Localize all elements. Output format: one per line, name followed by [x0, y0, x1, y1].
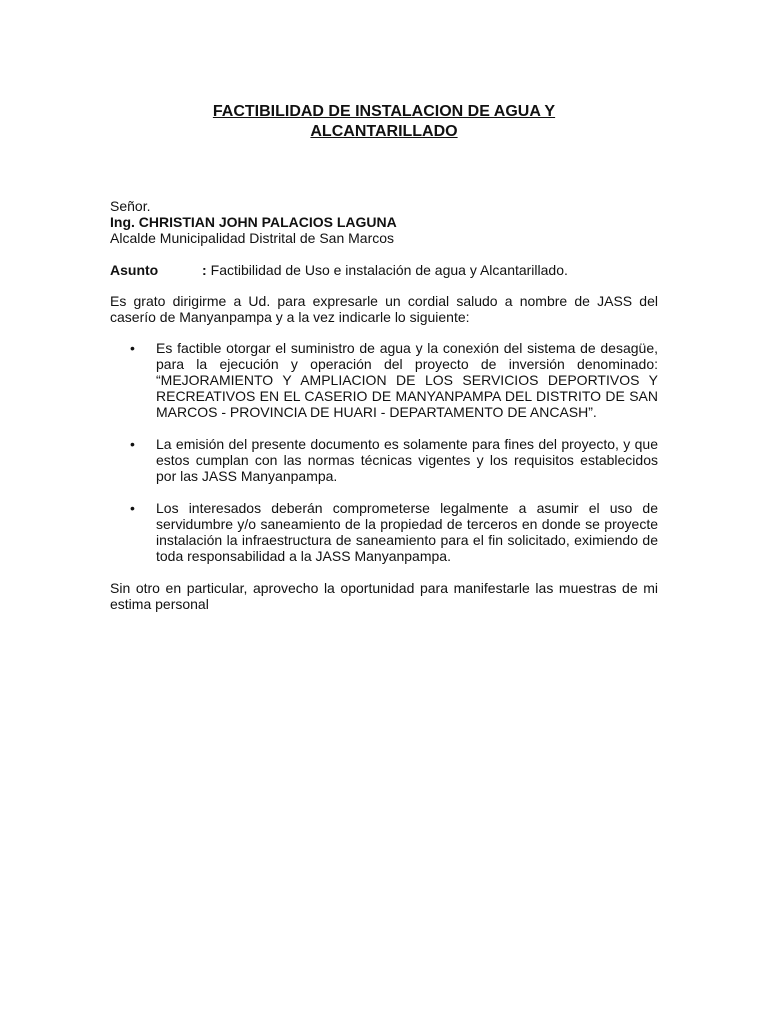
document-title: [110, 102, 658, 142]
subject-line: [110, 262, 658, 278]
subject-label: Asunto: [110, 262, 159, 278]
bullet-icon: •: [130, 436, 135, 452]
subject-colon: :: [202, 262, 207, 278]
list-item: [110, 340, 658, 420]
points-list: [110, 340, 658, 564]
list-item: [110, 436, 658, 484]
point-text: La emisión del presente documento es solamente para fines del proyecto, y que estos cumplan con las normas técnicas vigentes y los requisitos establecidos por las JASS Manyanpampa.: [156, 436, 658, 484]
bullet-icon: •: [130, 340, 135, 356]
document-title-line-1: FACTIBILIDAD DE INSTALACION DE AGUA Y: [212, 103, 556, 120]
point-text: Es factible otorgar el suministro de agua y la conexión del sistema de desagüe, para la ejecución y operación del proyecto de inversión denominado: “MEJORAMIENTO Y AMPLIACION DE LOS SERVICIOS DEPORTIVOS Y RECREATIVOS EN EL CASERIO DE MANYANPAMPA DEL DISTRITO DE SAN MARCOS - PROVINCIA DE HUARI - DEPARTAMENTO DE ANCASH”.: [156, 340, 658, 420]
closing-paragraph: Sin otro en particular, aprovecho la oportunidad para manifestarle las muestras de mi estima personal: [110, 580, 658, 612]
bullet-icon: •: [130, 500, 135, 516]
salutation: Señor.: [110, 198, 151, 214]
recipient-name: Ing. CHRISTIAN JOHN PALACIOS LAGUNA: [110, 214, 397, 230]
document-title-line-2: ALCANTARILLADO: [310, 123, 458, 140]
point-text: Los interesados deberán comprometerse legalmente a asumir el uso de servidumbre y/o saneamiento de la propiedad de terceros en donde se proyecte instalación la infraestructura de saneamiento para el fin solicitado, eximiendo de toda responsabilidad a la JASS Manyanpampa.: [156, 500, 658, 564]
intro-paragraph: Es grato dirigirme a Ud. para expresarle un cordial saludo a nombre de JASS del caserío de Manyanpampa y a la vez indicarle lo siguiente:: [110, 293, 658, 325]
addressee-block: [110, 198, 658, 246]
list-item: [110, 500, 658, 564]
subject-text: Factibilidad de Uso e instalación de agua y Alcantarillado.: [210, 262, 568, 278]
recipient-title: Alcalde Municipalidad Distrital de San Marcos: [110, 230, 395, 246]
